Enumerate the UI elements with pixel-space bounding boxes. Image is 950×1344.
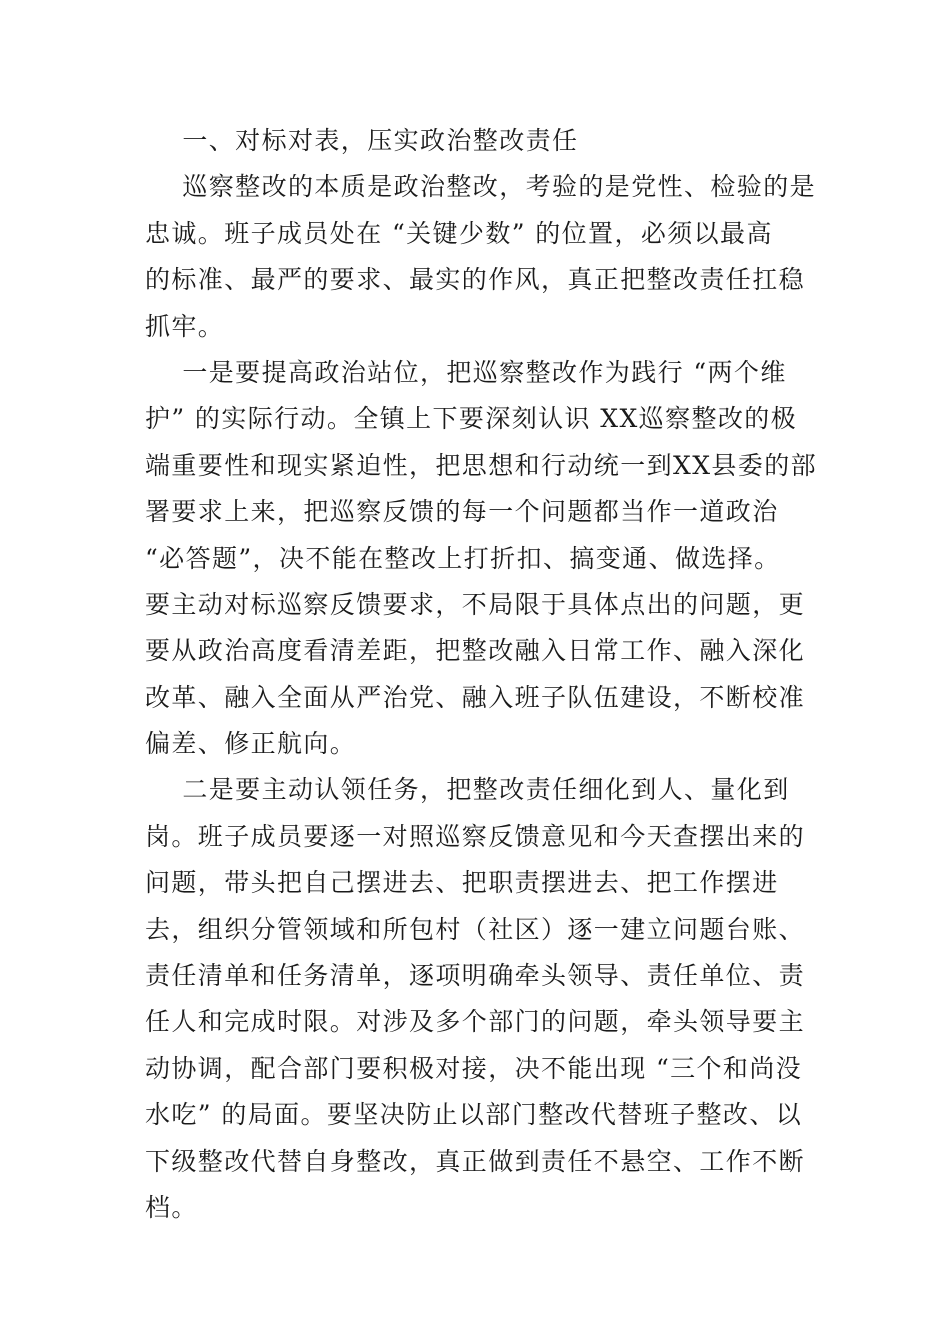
text-line: 下级整改代替自身整改，真正做到责任不悬空、工作不断 bbox=[145, 1146, 806, 1176]
text-line: 岗。班子成员要逐一对照巡察反馈意见和今天查摆出来的 bbox=[145, 821, 806, 851]
text-line: 端重要性和现实紧迫性，把思想和行动统一到XX县委的部 bbox=[145, 450, 817, 480]
text-line: 动协调，配合部门要积极对接，决不能出现 “三个和尚没 bbox=[145, 1053, 803, 1083]
text-line: 巡察整改的本质是政治整改，考验的是党性、检验的是 bbox=[145, 172, 816, 202]
text-line: 一是要提高政治站位，把巡察整改作为践行 “两个维 bbox=[145, 357, 787, 387]
text-line: 改革、融入全面从严治党、融入班子队伍建设，不断校准 bbox=[145, 682, 806, 712]
text-line: 二是要主动认领任务，把整改责任细化到人、量化到 bbox=[145, 775, 790, 805]
text-line: 要从政治高度看清差距，把整改融入日常工作、融入深化 bbox=[145, 636, 806, 666]
text-line: 问题，带头把自己摆进去、把职责摆进去、把工作摆进 bbox=[145, 868, 779, 898]
text-line: “必答题”，决不能在整改上打折扣、搞变通、做选择。 bbox=[145, 543, 781, 573]
text-line: 任人和完成时限。对涉及多个部门的问题，牵头领导要主 bbox=[145, 1007, 806, 1037]
text-line: 要主动对标巡察反馈要求，不局限于具体点出的问题，更 bbox=[145, 589, 806, 619]
text-line: 忠诚。班子成员处在 “关键少数” 的位置，必须以最高 bbox=[145, 218, 773, 248]
section-heading: 一、对标对表，压实政治整改责任 bbox=[145, 126, 579, 155]
text-line: 档。 bbox=[145, 1192, 198, 1222]
document-body bbox=[145, 118, 817, 1231]
text-line: 抓牢。 bbox=[145, 311, 225, 341]
text-line: 署要求上来，把巡察反馈的每一个问题都当作一道政治 bbox=[145, 497, 779, 527]
text-line: 的标准、最严的要求、最实的作风，真正把整改责任扛稳 bbox=[145, 265, 806, 295]
text-line: 护” 的实际行动。全镇上下要深刻认识 XX巡察整改的极 bbox=[145, 404, 798, 434]
text-line: 偏差、修正航向。 bbox=[145, 729, 357, 759]
text-line: 去，组织分管领域和所包村（社区）逐一建立问题台账、 bbox=[145, 914, 806, 944]
text-line: 责任清单和任务清单，逐项明确牵头领导、责任单位、责 bbox=[145, 961, 806, 991]
text-line: 水吃” 的局面。要坚决防止以部门整改代替班子整改、以 bbox=[145, 1100, 803, 1130]
